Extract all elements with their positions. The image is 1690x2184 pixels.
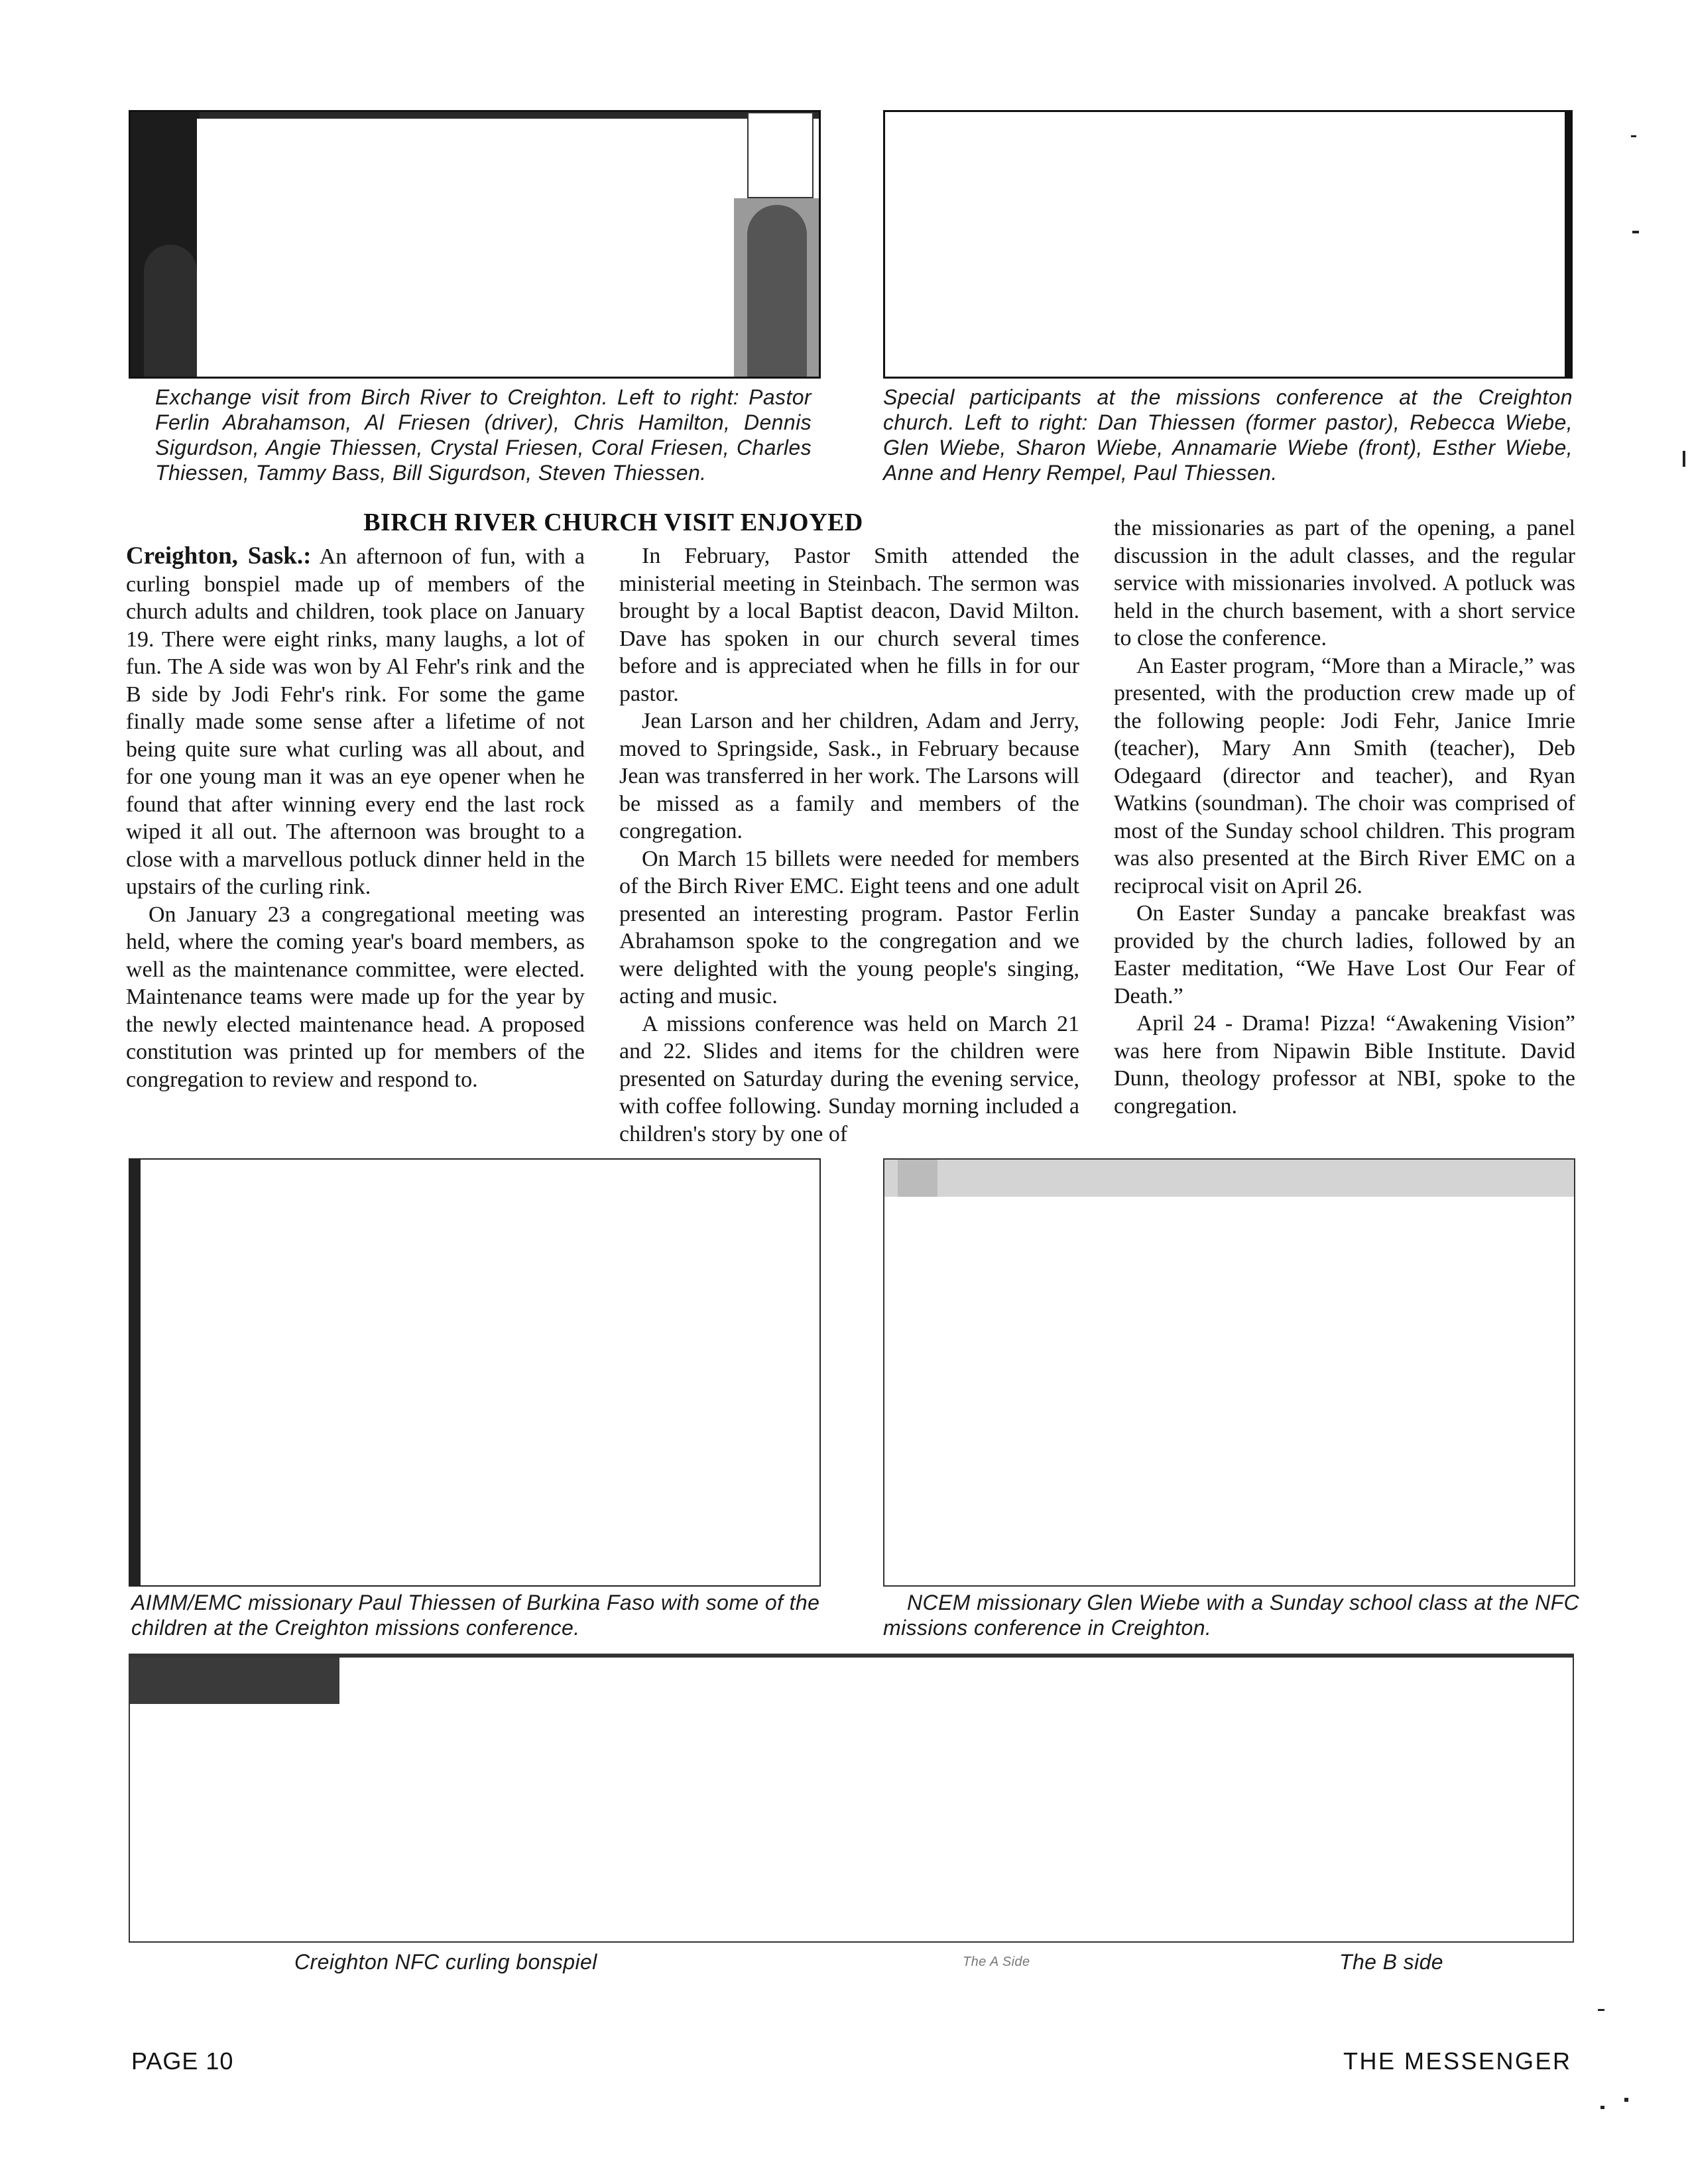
caption-a-side: The A Side xyxy=(963,1955,1030,1969)
photo-exchange-visit xyxy=(129,110,821,379)
article-paragraph xyxy=(126,542,585,901)
article-paragraph: On January 23 a congregational meeting was held, where the coming year's board members, as well as the maintenance committee, were elected. Maintenance teams were made up for the year by the newly elected maintenance head. A proposed constitution was printed up for members of the congregation to review and respond to. xyxy=(126,902,585,1092)
caption-aimm-missionary: AIMM/EMC missionary Paul Thiessen of Burkina Faso with some of the children at the Creighton missions conference. xyxy=(131,1591,820,1640)
scan-speck xyxy=(1683,451,1685,467)
page-number: PAGE 10 xyxy=(131,2047,234,2075)
photo-ncem-missionary xyxy=(883,1158,1575,1587)
caption-missions-participants: Special participants at the missions conference at the Creighton church. Left to right: Dan Thiessen (former pastor), Rebecca Wiebe, Glen Wiebe, Sharon Wiebe, Annamarie Wiebe (front), Esther Wiebe, Anne and Henry Rempel, Paul Thiessen. xyxy=(883,385,1573,485)
article-paragraph: On Easter Sunday a pancake breakfast was provided by the church ladies, followed by an Easter meditation, “We Have Lost Our Fear of Death.” xyxy=(1114,901,1575,1008)
article-headline: BIRCH RIVER CHURCH VISIT ENJOYED xyxy=(363,509,863,536)
article-paragraph: On March 15 billets were needed for members of the Birch River EMC. Eight teens and one adult presented an interesting program. Pastor Ferlin Abrahamson spoke to the congregation and we were delighted with the young people's singing, acting and music. xyxy=(619,846,1079,1008)
photo-redacted-area xyxy=(884,1199,1575,1587)
photo-curling-bonspiel xyxy=(129,1654,1574,1943)
photo-figure-left xyxy=(144,245,197,379)
photo-dark-corner xyxy=(130,1658,339,1704)
caption-exchange-visit: Exchange visit from Birch River to Creighton. Left to right: Pastor Ferlin Abrahamson, Al Friesen (driver), Chris Hamilton, Dennis Sigurdson, Angie Thiessen, Crystal Friesen, Coral Friesen, Charles Thiessen, Tammy Bass, Bill Sigurdson, Steven Thiessen. xyxy=(155,385,812,485)
photo-missions-participants xyxy=(883,110,1573,379)
photo-redacted-area xyxy=(197,119,731,379)
article-text: An afternoon of fun, with a curling bonspiel made up of members of the church adults and children, took place on January 19. There were eight rinks, many laughs, a lot of fun. The A side was won by Al Fehr's rink and the B side by Jodi Fehr's rink. For some the game finally made some sense after a lifetime of not being quite sure what curling was all about, and for one young man it was an eye opener when he found that after winning every end the last rock wiped it all out. The afternoon was brought to a close with a marvellous potluck dinner held in the upstairs of the curling rink. xyxy=(126,544,585,899)
photo-redacted-area xyxy=(339,1658,1566,1711)
scan-speck xyxy=(1632,231,1639,233)
article-dateline: Creighton, Sask.: xyxy=(126,542,312,570)
photo-redacted-corner xyxy=(747,112,814,198)
photo-dark-region-top xyxy=(200,112,821,119)
scan-speck xyxy=(1624,2098,1628,2102)
article-column-3 xyxy=(1114,515,1575,1120)
photo-figure-right xyxy=(747,205,807,379)
caption-ncem-missionary: NCEM missionary Glen Wiebe with a Sunday school class at the NFC missions conference in Creighton. xyxy=(883,1591,1580,1640)
caption-curling-bonspiel: Creighton NFC curling bonspiel xyxy=(294,1950,597,1974)
publication-name: THE MESSENGER xyxy=(1343,2047,1572,2075)
article-paragraph: the missionaries as part of the opening, a panel discussion in the adult classes, and the regular service with missionaries involved. A potluck was held in the church basement, with a short service to close the conference. xyxy=(1114,516,1575,650)
article-paragraph: Jean Larson and her children, Adam and Jerry, moved to Springside, Sask., in February because Jean was transferred in her work. The Larsons will be missed as a family and members of the congregation. xyxy=(619,709,1079,843)
article-paragraph: April 24 - Drama! Pizza! “Awakening Vision” was here from Nipawin Bible Institute. David Dunn, theology professor at NBI, spoke to the congregation. xyxy=(1114,1011,1575,1119)
photo-window-light xyxy=(898,1160,937,1197)
caption-b-side: The B side xyxy=(1339,1950,1443,1974)
article-paragraph: In February, Pastor Smith attended the ministerial meeting in Steinbach. The sermon was brought by a local Baptist deacon, David Milton. Dave has spoken in our church several times before and is appreciated when he fills in for our pastor. xyxy=(619,544,1079,706)
article-paragraph: An Easter program, “More than a Miracle,” was presented, with the production crew made up of the following people: Jodi Fehr, Janice Imrie (teacher), Mary Ann Smith (teacher), Deb Odegaard (director and teacher), and Ryan Watkins (soundman). The choir was comprised of most of the Sunday school children. This program was also presented at the Birch River EMC on a reciprocal visit on April 26. xyxy=(1114,653,1575,898)
photo-top-strip xyxy=(884,1160,1575,1197)
photo-redacted-area xyxy=(135,1704,1567,1943)
scan-speck xyxy=(1598,2009,1604,2011)
scan-speck xyxy=(1600,2106,1604,2109)
scan-speck xyxy=(1631,135,1636,137)
article-column-2 xyxy=(619,542,1079,1148)
photo-aimm-missionary xyxy=(129,1158,821,1587)
article-column-1 xyxy=(126,542,585,1093)
article-paragraph: A missions conference was held on March 21 and 22. Slides and items for the children were presented on Saturday during the evening service, with coffee following. Sunday morning included a children's story by one of xyxy=(619,1011,1079,1146)
